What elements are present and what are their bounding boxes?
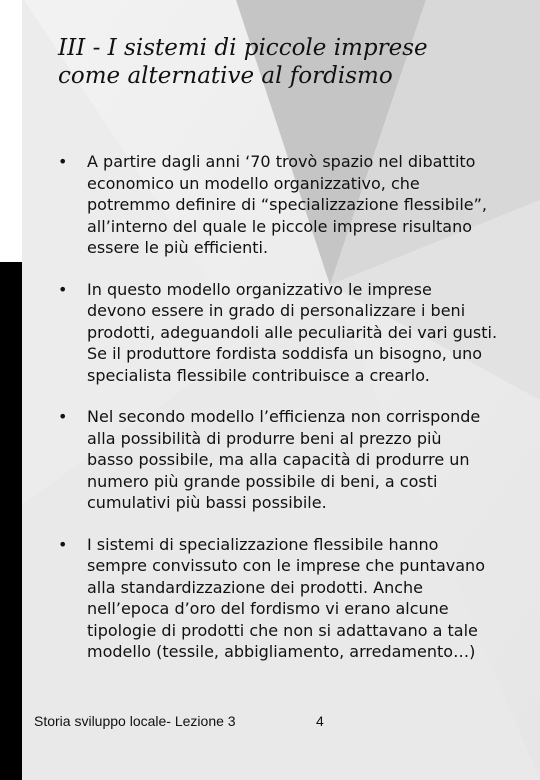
- bullet-2-line-3: prodotti, adeguandoli alle peculiarità dei vari gusti.: [87, 322, 498, 342]
- bullet-3-line-5: cumulativi più bassi possibile.: [87, 493, 327, 512]
- bullet-2-line-4: Se il produttore fordista soddisfa un bisogno, uno: [87, 344, 483, 363]
- bullet-item-1: [56, 151, 526, 259]
- bullet-marker: •: [58, 407, 68, 426]
- bullet-item-3: [56, 406, 526, 514]
- bullet-2-line-5: specialista flessibile contribuisce a crearlo.: [87, 365, 430, 385]
- slide-title: [58, 34, 528, 90]
- slide-title-line-2: come alternative al fordismo: [58, 63, 393, 89]
- bullet-4-line-5: tipologie di prodotti che non si adattavano a tale: [87, 620, 478, 640]
- bullet-marker: •: [58, 279, 68, 299]
- bullet-marker: •: [58, 534, 68, 554]
- footer-course-label: Storia sviluppo locale- Lezione 3: [34, 713, 236, 729]
- bullet-1-line-5: essere le più efficienti.: [87, 238, 269, 257]
- footer-page-number: 4: [316, 713, 324, 729]
- bullet-marker: •: [58, 152, 68, 171]
- bullet-4-line-6: modello (tessile, abbigliamento, arredamento…): [87, 642, 476, 661]
- slide-title-line-1: III - I sistemi di piccole imprese: [58, 35, 428, 61]
- bullet-3-line-3: basso possibile, ma alla capacità di produrre un: [87, 450, 470, 469]
- bullet-1-line-1: A partire dagli anni ‘70 trovò spazio nel dibattito: [87, 152, 476, 171]
- bullet-1-line-4: all’interno del quale le piccole imprese risultano: [87, 216, 473, 236]
- bullet-1-line-3: potremmo definire di “specializzazione flessibile”,: [87, 195, 488, 214]
- bullet-item-4: [56, 534, 526, 663]
- bullet-4-line-1: I sistemi di specializzazione flessibile hanno: [87, 534, 439, 554]
- bullet-1-line-2: economico un modello organizzativo, che: [87, 173, 420, 193]
- left-lower-white-strip: [0, 730, 22, 780]
- bullet-2-line-2: devono essere in grado di personalizzare i beni: [87, 301, 466, 320]
- bullet-4-line-3: alla standardizzazione dei prodotti. Anche: [87, 577, 423, 597]
- left-white-strip: [0, 0, 22, 262]
- bullet-4-line-2: sempre convissuto con le imprese che puntavano: [87, 556, 485, 575]
- bullet-3-line-4: numero più grande possibile di beni, a costi: [87, 471, 438, 491]
- bullet-3-line-1: Nel secondo modello l’efficienza non corrisponde: [87, 407, 481, 426]
- bullet-item-2: [56, 279, 526, 387]
- bullet-4-line-4: nell’epoca d’oro del fordismo vi erano alcune: [87, 599, 449, 618]
- bullet-2-line-1: In questo modello organizzativo le imprese: [87, 279, 432, 299]
- bullet-list: [56, 151, 526, 683]
- bullet-3-line-2: alla possibilità di produrre beni al prezzo più: [87, 428, 442, 448]
